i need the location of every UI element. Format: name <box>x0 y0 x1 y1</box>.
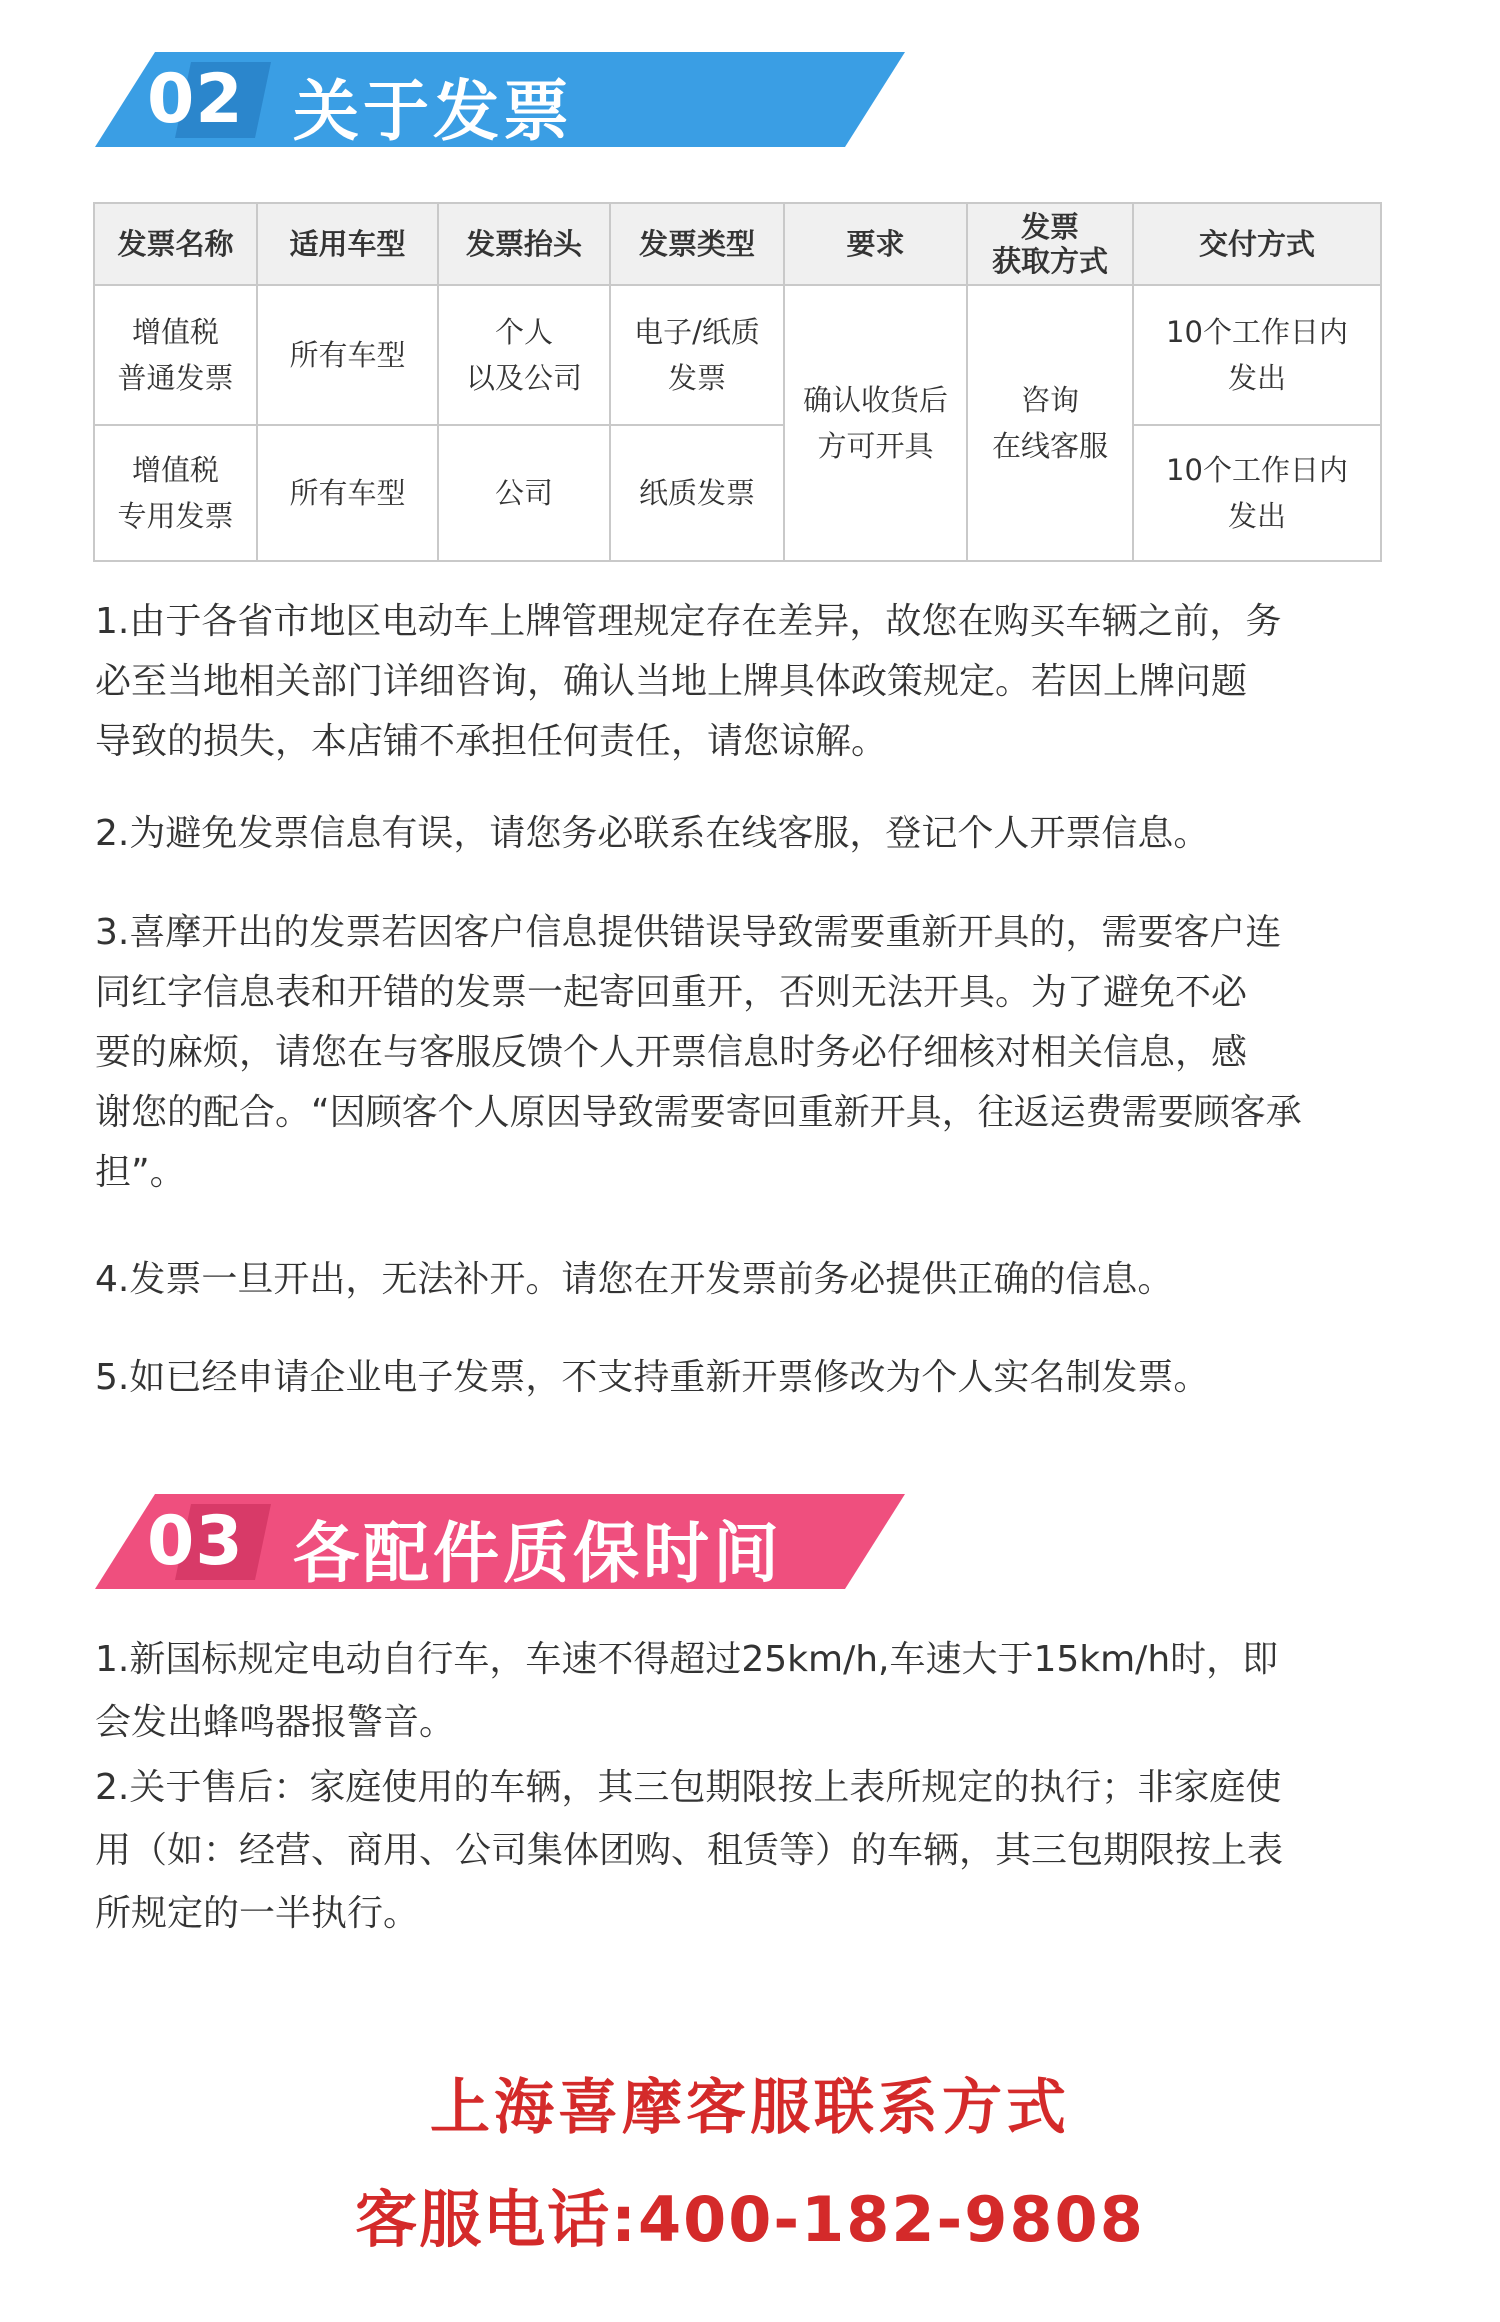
section-02-number: 02 <box>147 60 244 139</box>
invoice-table <box>93 202 1382 562</box>
section-02-title: 关于发票 <box>293 73 573 150</box>
table-cell: 10个工作日内 发出 <box>1133 285 1381 425</box>
header-cell: 交付方式 <box>1133 203 1381 285</box>
header-cell: 发票类型 <box>610 203 784 285</box>
header-cell: 发票 获取方式 <box>967 203 1133 285</box>
table-cell: 电子/纸质 发票 <box>610 285 784 425</box>
invoice-note-3: 3.喜摩开出的发票若因客户信息提供错误导致需要重新开具的，需要客户连 同红字信息表和开错的发票一起寄回重开，否则无法开具。为了避免不必 要的麻烦，请您在与客服反馈个人开票信息时务必仔细核对相关信息，感 谢您的配合。“因顾客个人原因导致需要寄回重新开具，往返运费需要顾客承 担”。 <box>95 912 1302 1193</box>
table-row <box>94 285 1381 425</box>
invoice-note-2: 2.为避免发票信息有误，请您务必联系在线客服，登记个人开票信息。 <box>95 813 1210 854</box>
header-cell: 发票名称 <box>94 203 257 285</box>
header-cell: 适用车型 <box>257 203 438 285</box>
table-cell: 增值税 专用发票 <box>94 425 257 561</box>
section-02-banner <box>95 52 905 150</box>
table-cell: 10个工作日内 发出 <box>1133 425 1381 561</box>
invoice-note-4: 4.发票一旦开出，无法补开。请您在开发票前务必提供正确的信息。 <box>95 1259 1174 1300</box>
method-cell: 咨询 在线客服 <box>967 285 1133 561</box>
table-cell: 增值税 普通发票 <box>94 285 257 425</box>
warranty-note-1: 1.新国标规定电动自行车，车速不得超过25km/h,车速大于15km/h时，即 会发出蜂鸣器报警音。 <box>95 1639 1279 1743</box>
section-03-title: 各配件质保时间 <box>293 1515 783 1592</box>
contact-title: 上海喜摩客服联系方式 <box>430 2073 1070 2143</box>
section-03-number: 03 <box>147 1502 244 1581</box>
table-row <box>94 425 1381 561</box>
table-cell: 所有车型 <box>257 425 438 561</box>
invoice-note-5: 5.如已经申请企业电子发票，不支持重新开票修改为个人实名制发票。 <box>95 1357 1210 1398</box>
contact-phone: 客服电话:400-182-9808 <box>355 2183 1145 2256</box>
table-header-row <box>94 203 1381 285</box>
requirement-cell: 确认收货后 方可开具 <box>784 285 967 561</box>
section-03-banner <box>95 1494 905 1592</box>
table-cell: 所有车型 <box>257 285 438 425</box>
table-cell: 公司 <box>438 425 610 561</box>
invoice-note-1: 1.由于各省市地区电动车上牌管理规定存在差异，故您在购买车辆之前，务 必至当地相关部门详细咨询，确认当地上牌具体政策规定。若因上牌问题 导致的损失，本店铺不承担任何责任，请您谅解。 <box>95 601 1282 762</box>
header-cell: 发票抬头 <box>438 203 610 285</box>
header-cell: 要求 <box>784 203 967 285</box>
table-cell: 纸质发票 <box>610 425 784 561</box>
table-cell: 个人 以及公司 <box>438 285 610 425</box>
warranty-note-2: 2.关于售后：家庭使用的车辆，其三包期限按上表所规定的执行；非家庭使 用（如：经营、商用、公司集体团购、租赁等）的车辆，其三包期限按上表 所规定的一半执行。 <box>95 1767 1284 1934</box>
